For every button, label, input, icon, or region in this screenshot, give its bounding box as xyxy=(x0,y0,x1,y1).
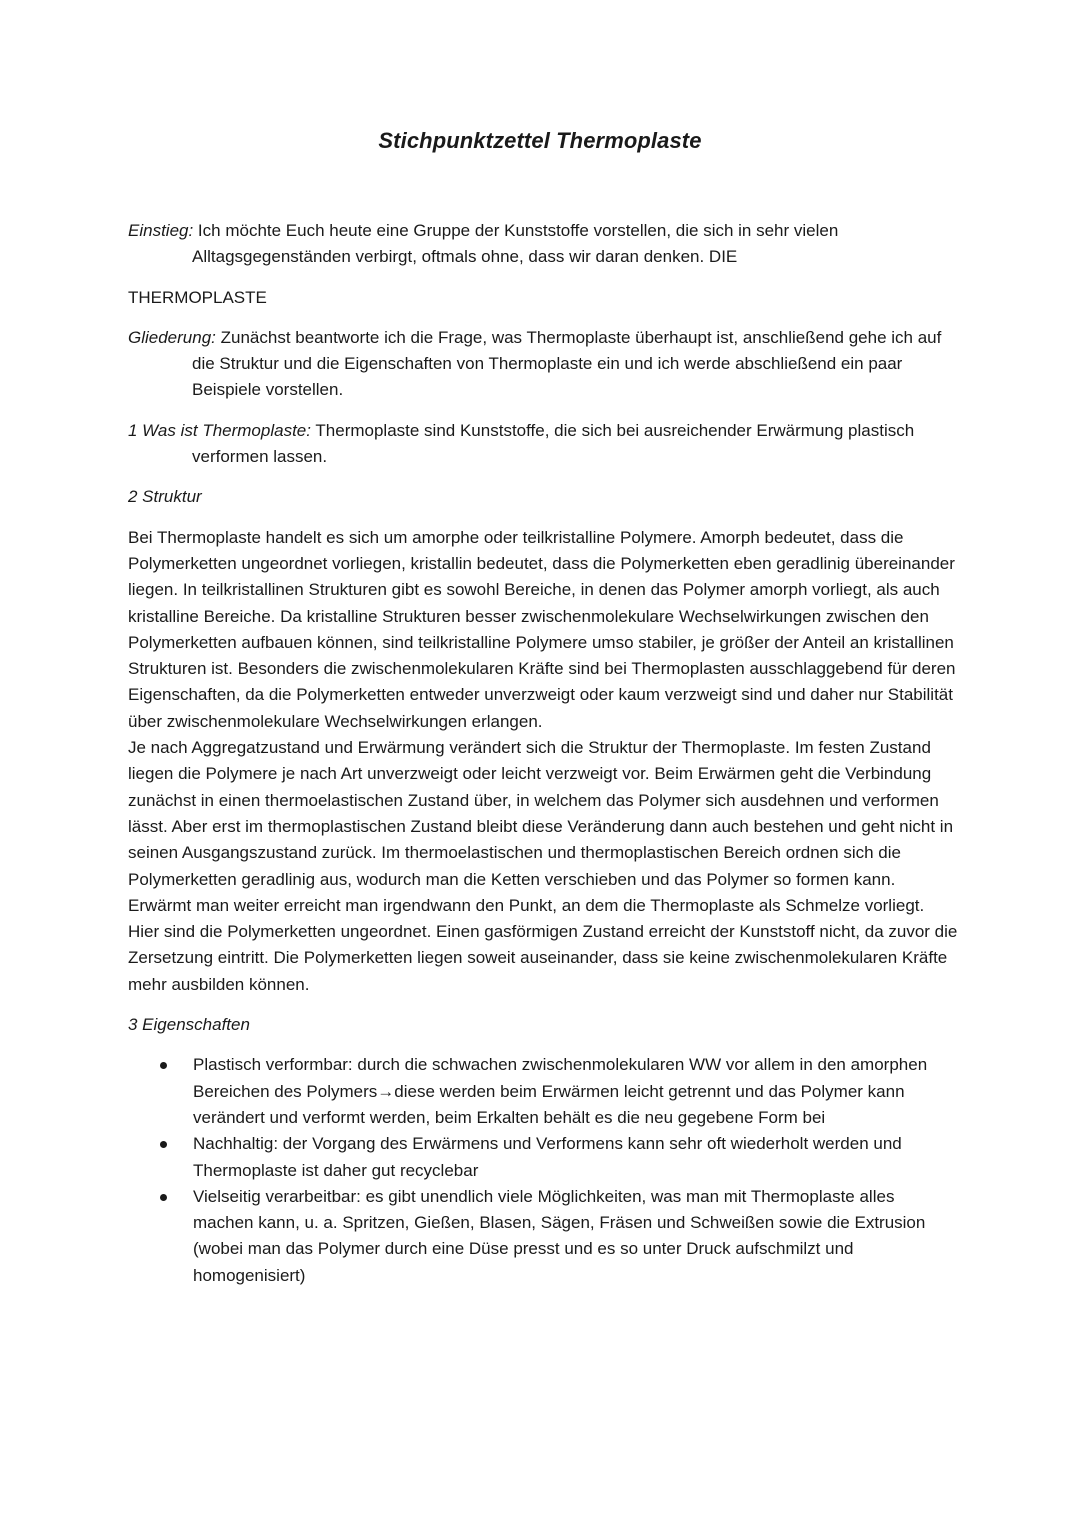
einstieg-text: Ich möchte Euch heute eine Gruppe der Kunststoffe vorstellen, die sich in sehr vielen Alltagsgegenständen verbirgt, oftmals ohne, dass wir daran denken. DIE xyxy=(192,221,839,267)
gliederung-label: Gliederung: xyxy=(128,327,216,347)
gliederung-paragraph xyxy=(128,325,958,404)
thermoplaste-line: THERMOPLASTE xyxy=(128,287,267,307)
section2-paragraph-2: Je nach Aggregatzustand und Erwärmung verändert sich die Struktur der Thermoplaste. Im festen Zustand liegen die Polymere je nach Art unverzweigt oder leicht verzweigt vor. Beim Erwärmen geht die Verbindung zunächst in einen thermoelastischen Zustand über, in welchem das Polymer sich ausdehnen und verformen lässt. Aber erst im thermoplastischen Zustand bleibt diese Veränderung dann auch bestehen und geht nicht in seinen Ausgangszustand zurück. Im thermoelastischen und thermoplastischen Bereich ordnen sich die Polymerketten geradlinig aus, wodurch man die Ketten verschieben und das Polymer so formen kann. Erwärmt man weiter erreicht man irgendwann den Punkt, an dem die Thermoplaste als Schmelze vorliegt. Hier sind die Polymerketten ungeordnet. Einen gasförmigen Zustand erreicht der Kunststoff nicht, da zuvor die Zersetzung eintritt. Die Polymerketten liegen soweit auseinander, dass sie keine zwischenmolekularen Kräfte mehr ausbilden können. xyxy=(128,738,958,994)
list-item xyxy=(128,1052,958,1131)
list-item xyxy=(128,1131,958,1184)
document-content xyxy=(128,218,958,1289)
list-item xyxy=(128,1184,958,1289)
bullet-icon xyxy=(160,1194,167,1201)
einstieg-paragraph xyxy=(128,218,958,271)
document-title: Stichpunktzettel Thermoplaste xyxy=(378,128,702,153)
section1-text: Thermoplaste sind Kunststoffe, die sich bei ausreichender Erwärmung plastisch verformen lassen. xyxy=(192,420,915,467)
section2-heading: 2 Struktur xyxy=(128,487,202,507)
list-item-text: Vielseitig verarbeitbar: es gibt unendlich viele Möglichkeiten, was man mit Thermoplaste alles machen kann, u. a. Spritzen, Gießen, Blasen, Sägen, Fräsen und Schweißen sowie die Extrusion (wobei man das Polymer durch eine Düse presst und es so unter Druck aufschmilzt und homogenisiert) xyxy=(193,1186,926,1285)
section3-heading: 3 Eigenschaften xyxy=(128,1015,250,1035)
bullet-icon xyxy=(160,1062,167,1069)
section2-paragraph-1: Bei Thermoplaste handelt es sich um amorphe oder teilkristalline Polymere. Amorph bedeutet, dass die Polymerketten ungeordnet vorliegen, kristallin bedeutet, dass die Polymerketten eben geradlinig übereinander liegen. In teilkristallinen Strukturen gibt es sowohl Bereiche, in denen das Polymer amorph vorliegt, als auch kristalline Bereiche. Da kristalline Strukturen besser zwischenmolekulare Wechselwirkungen zwischen den Polymerketten aufbauen können, sind teilkristalline Polymere umso stabiler, je größer der Anteil an kristallinen Strukturen ist. Besonders die zwischenmolekularen Kräfte sind bei Thermoplasten ausschlaggebend für deren Eigenschaften, da die Polymerketten entweder unverzweigt oder kaum verzweigt sind und daher nur Stabilität über zwischenmolekulare Wechselwirkungen erlangen. xyxy=(128,527,956,731)
bullet-icon xyxy=(160,1141,167,1148)
list-item-text: Nachhaltig: der Vorgang des Erwärmens und Verformens kann sehr oft wiederholt werden und Thermoplaste ist daher gut recyclebar xyxy=(193,1134,902,1180)
section2-body xyxy=(128,525,958,998)
gliederung-text: Zunächst beantworte ich die Frage, was Thermoplaste überhaupt ist, anschließend gehe ich auf die Struktur und die Eigenschaften von Thermoplaste ein und ich werde abschließend ein paar Beispiele vorstellen. xyxy=(192,327,942,400)
section1-paragraph xyxy=(128,418,958,471)
section1-label: 1 Was ist Thermoplaste: xyxy=(128,420,311,440)
einstieg-label: Einstieg: xyxy=(128,221,194,240)
properties-list xyxy=(128,1052,958,1289)
list-item-text: Plastisch verformbar: durch die schwachen zwischenmolekularen WW vor allem in den amorphen Bereichen des Polymers→diese werden beim Erwärmen leicht getrennt und das Polymer kann verändert und verformt werden, beim Erkalten behält es die neu gegebene Form bei xyxy=(193,1055,928,1127)
